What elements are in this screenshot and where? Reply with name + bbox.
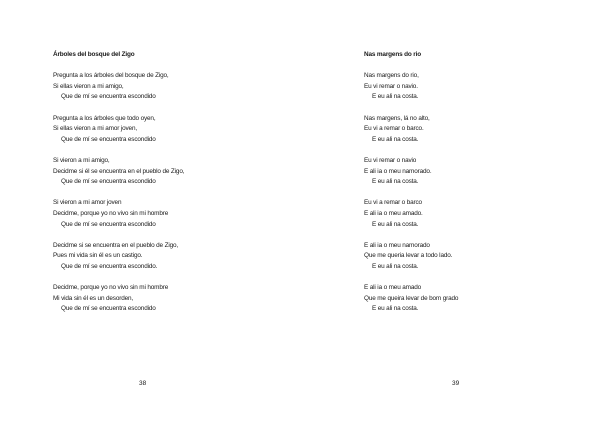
verse-line: Nas margens do rio, — [364, 72, 419, 80]
verse-line: Decidme, porque yo no vivo sin mi hombre — [53, 209, 169, 217]
right-page — [300, 0, 600, 425]
verse-line: Si vieron a mi amigo, — [53, 156, 110, 164]
verse-line: Si vieron a mi amor joven — [53, 199, 122, 207]
verse-line: Si ellas vieron a mi amigo, — [53, 82, 124, 90]
refrain-line: E eu ali na costa. — [372, 220, 419, 228]
refrain-line: Que de mí se encuentra escondido — [61, 220, 156, 228]
verse-line: Eu vi remar o navio — [364, 156, 417, 164]
poem-title: Árboles del bosque del Zigo — [53, 51, 135, 58]
refrain-line: E eu ali na costa. — [372, 135, 419, 143]
verse-line: Pregunta a los árboles que todo oyen, — [53, 114, 156, 122]
stanza — [53, 114, 184, 146]
stanza — [364, 114, 458, 146]
stanza — [364, 71, 458, 103]
refrain-line: E eu ali na costa. — [372, 305, 419, 313]
refrain-line: E eu ali na costa. — [372, 262, 419, 270]
verse-line: Pregunta a los árboles del bosque de Zigo, — [53, 72, 169, 80]
stanza — [364, 241, 458, 273]
verse-line: Si ellas vieron a mi amor joven, — [53, 125, 137, 133]
stanza — [53, 71, 184, 103]
stanza — [53, 241, 184, 273]
poem-left — [53, 50, 184, 325]
verse-line: Decidme si él se encuentra en el pueblo de Zigo, — [53, 167, 185, 175]
page-number: 38 — [139, 380, 147, 387]
refrain-line: Que de mí se encuentra escondido. — [61, 262, 158, 270]
verse-line: Decidme, porque yo no vivo sin mi hombre — [53, 284, 169, 292]
refrain-line: E eu ali na costa. — [372, 93, 419, 101]
verse-line: Pues mi vida sin él es un castigo. — [53, 252, 143, 260]
stanza — [53, 198, 184, 230]
refrain-line: Que de mí se encuentra escondido — [61, 93, 156, 101]
verse-line: Que me queira levar de bom grado — [364, 294, 459, 302]
stanza — [364, 156, 458, 188]
verse-line: Nas margens, lá no alto, — [364, 114, 430, 122]
refrain-line: Que de mí se encuentra escondido — [61, 305, 156, 313]
page-number: 39 — [452, 380, 460, 387]
verse-line: Decidme si se encuentra en el pueblo de Zigo, — [53, 241, 179, 249]
verse-line: E ali ia o meu amado. — [364, 209, 423, 217]
refrain-line: Que de mí se encuentra escondido — [61, 135, 156, 143]
verse-line: E ali ia o meu namorado — [364, 241, 430, 249]
verse-line: Eu vi a remar o barco — [364, 199, 422, 207]
refrain-line: Que de mí se encuentra escondido — [61, 178, 156, 186]
stanza — [364, 198, 458, 230]
verse-line: E ali ia o meu namorado. — [364, 167, 432, 175]
verse-line: Eu vi a remar o barco. — [364, 125, 424, 133]
poem-right — [364, 50, 458, 325]
verse-line: Que me queria levar a todo lado. — [364, 252, 453, 260]
refrain-line: E eu ali na costa. — [372, 178, 419, 186]
stanza — [364, 283, 458, 315]
verse-line: Mi vida sin él es un desorden, — [53, 294, 134, 302]
stanza — [53, 156, 184, 188]
stanza — [53, 283, 184, 315]
verse-line: E ali ia o meu amado — [364, 284, 422, 292]
verse-line: Eu vi remar o navio. — [364, 82, 418, 90]
poem-title: Nas margens do rio — [364, 51, 421, 58]
